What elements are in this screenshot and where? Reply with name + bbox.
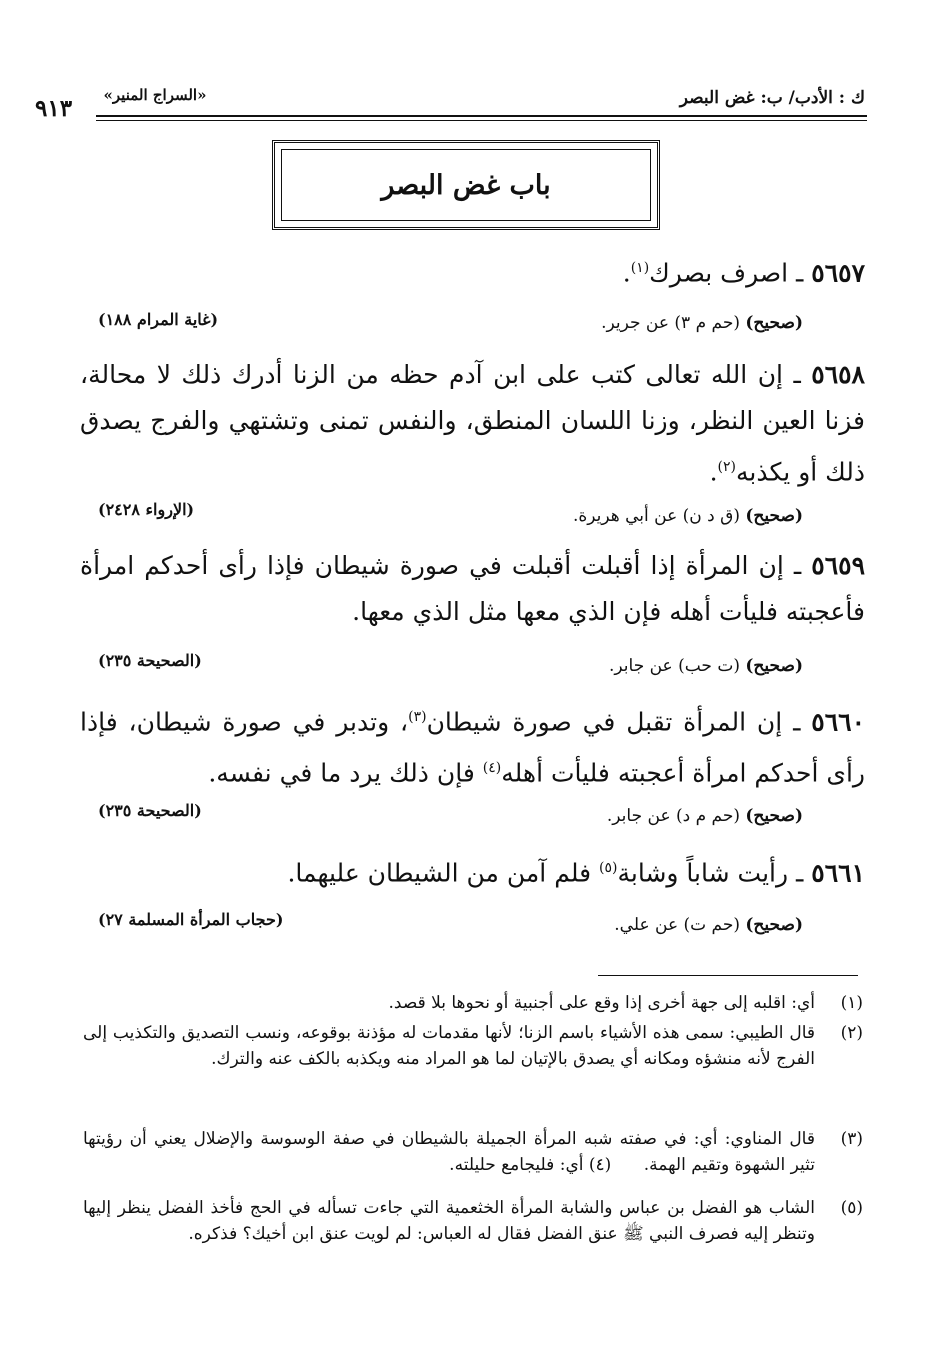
section-title: باب غض البصر — [281, 149, 651, 221]
hadith-grade: (صحيح) — [745, 656, 803, 676]
hadith-5660 — [80, 694, 865, 797]
hadith-text: إن المرأة إذا أقبلت أقبلت في صورة شيطان فإذا رأى أحدكم امرأة فأعجبته فليأت أهله فإن الذي معها مثل الذي معها. — [80, 551, 865, 626]
hadith-end: . — [709, 457, 718, 487]
hadith-text: فلم آمن من الشيطان عليهما. — [287, 858, 600, 888]
hadith-text: فإن ذلك يرد ما في نفسه. — [208, 758, 483, 788]
hadith-source — [601, 313, 803, 333]
footnote-mark: (٤) — [482, 760, 502, 777]
page-number: ٩١٣ — [35, 95, 73, 122]
hadith-source — [614, 915, 803, 935]
hadith-text: إن المرأة تقبل في صورة شيطان — [426, 707, 783, 737]
hadith-reference: (حجاب المرأة المسلمة ٢٧) — [98, 910, 284, 929]
hadith-source — [573, 506, 803, 526]
footnote-1 — [83, 990, 863, 1016]
chapter-header: ك : الأدب/ ب: غض البصر — [679, 88, 865, 108]
footnote-number: (١) — [840, 993, 863, 1013]
footnote-3 — [83, 1126, 863, 1178]
hadith-grade: (صحيح) — [745, 313, 803, 333]
dash: ـ — [783, 360, 801, 389]
source-text: (ت حب) عن جابر. — [609, 656, 740, 676]
hadith-5658 — [80, 352, 865, 495]
hadith-number: ٥٦٥٨ — [811, 360, 865, 389]
footnote-separator — [598, 975, 858, 976]
hadith-grade: (صحيح) — [745, 806, 803, 826]
hadith-5657 — [80, 245, 865, 296]
hadith-reference: (الإرواء ٢٤٢٨) — [98, 500, 195, 519]
footnote-number: (٤) — [588, 1155, 612, 1175]
dash: ـ — [783, 551, 802, 580]
hadith-number: ٥٦٥٧ — [811, 258, 865, 288]
hadith-text: رأيت شاباً وشابة — [617, 858, 789, 888]
hadith-reference: (الصحيحة ٢٣٥) — [98, 651, 202, 670]
source-text: (ق د ن) عن أبي هريرة. — [572, 506, 740, 526]
footnote-body — [83, 1126, 815, 1178]
hadith-reference: (غاية المرام ١٨٨) — [98, 310, 219, 329]
source-text: (حم م د) عن جابر. — [606, 806, 740, 826]
footnote-2 — [83, 1020, 863, 1072]
footnote-text: قال الطيبي: سمى هذه الأشياء باسم الزنا؛ لأنها مقدمات له مؤذنة بوقوعه، ونسب التصديق والتكذيب إلى الفرج لأنه منشؤه ومكانه أي يصدق بالإتيان لما هو المراد منه ويكذبه بالكف عنه والترك. — [83, 1023, 815, 1069]
source-text: (حم م ٣) عن جرير. — [601, 313, 740, 333]
header-rule-thin — [96, 120, 867, 121]
header-rule — [96, 115, 867, 117]
footnote-mark: (٣) — [408, 709, 427, 725]
footnote-mark: (١) — [630, 260, 650, 276]
footnote-mark: (٥) — [599, 860, 618, 876]
hadith-number: ٥٦٦١ — [811, 858, 865, 888]
footnote-number: (٥) — [840, 1198, 863, 1218]
footnote-text: أي: اقلبه إلى جهة أخرى إذا وقع على أجنبية أو نحوها بلا قصد. — [388, 993, 815, 1013]
footnote-text: قال المناوي: أي: في صفته شبه المرأة الجميلة بالشيطان في صفة الوسوسة والإضلال يعني أن رؤيتها تثير الشهوة وتقيم الهمة. — [83, 1129, 815, 1175]
hadith-end: . — [622, 258, 631, 288]
footnote-text: أي: فليجامع حليلته. — [449, 1155, 584, 1175]
hadith-number: ٥٦٦٠ — [811, 707, 865, 737]
hadith-5659 — [80, 543, 865, 635]
hadith-grade: (صحيح) — [745, 915, 803, 935]
book-title-header: «السراج المنير» — [103, 86, 207, 104]
hadith-text: اصرف بصرك — [649, 258, 789, 288]
hadith-source — [607, 806, 803, 826]
footnote-number: (٢) — [840, 1023, 863, 1043]
hadith-text: إن الله تعالى كتب على ابن آدم حظه من الزنا أدرك ذلك لا محالة، فزنا العين النظر، وزنا اللسان المنطق، والنفس تمنى وتشتهي والفرج يصدق ذلك أو يكذبه — [80, 360, 865, 487]
dash: ـ — [782, 707, 801, 737]
footnote-text: الشاب هو الفضل بن عباس والشابة المرأة الخثعمية التي جاءت تسأله في الحج فأخذ الفضل ينظر إليها وتنظر إليه فصرف النبي ﷺ عنق الفضل فقال له العباس: لم لويت عنق ابن أخيك؟ فذكره. — [83, 1198, 815, 1244]
hadith-text: ، وتدبر في صورة شيطان، فإذا رأى أحدكم امرأة أعجبته فليأت أهله — [80, 707, 865, 788]
footnote-5 — [83, 1195, 863, 1247]
source-text: (حم ت) عن علي. — [614, 915, 740, 935]
hadith-5661 — [80, 845, 865, 896]
dash: ـ — [788, 258, 804, 288]
footnote-mark: (٢) — [717, 459, 737, 475]
hadith-reference: (الصحيحة ٢٣٥) — [98, 801, 202, 820]
hadith-grade: (صحيح) — [745, 506, 803, 526]
section-title-frame — [272, 140, 660, 230]
dash: ـ — [788, 858, 804, 888]
hadith-number: ٥٦٥٩ — [811, 551, 865, 580]
hadith-source — [609, 656, 803, 676]
footnote-number: (٣) — [840, 1129, 863, 1149]
